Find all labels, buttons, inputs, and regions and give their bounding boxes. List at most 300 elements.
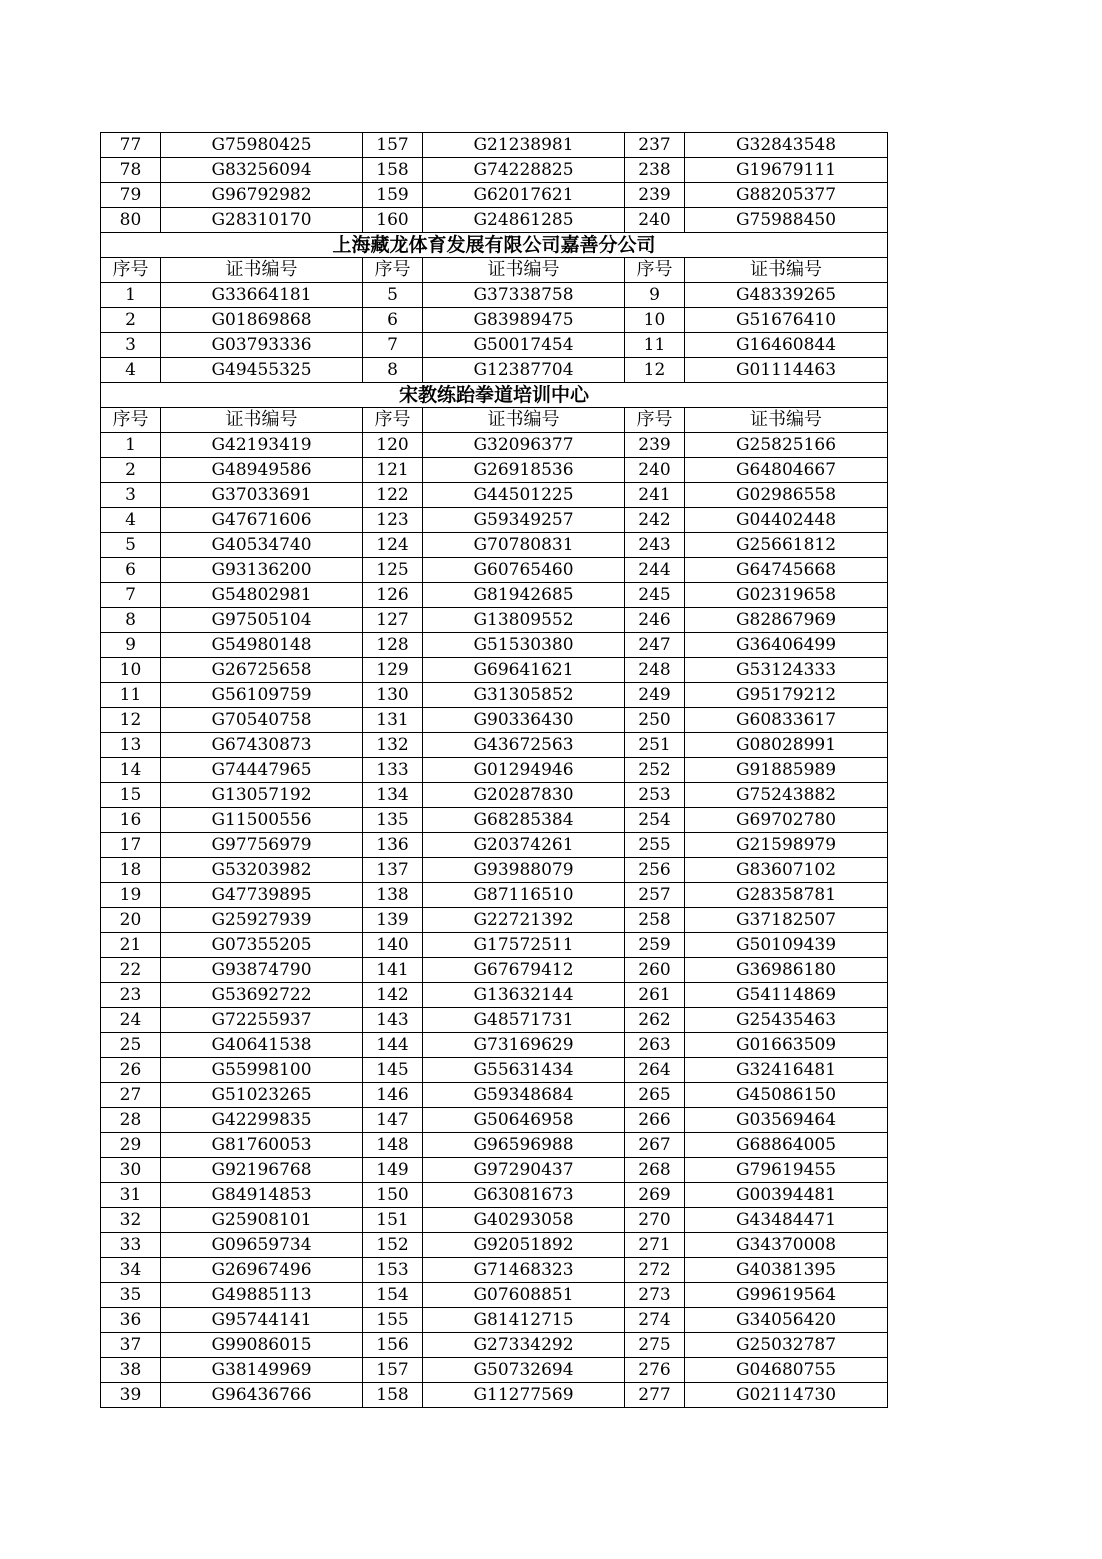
seq-cell: 2 — [101, 458, 161, 483]
header-cert-number: 证书编号 — [685, 408, 888, 433]
cert-cell: G96596988 — [423, 1133, 625, 1158]
cert-cell: G25927939 — [161, 908, 363, 933]
cert-cell: G21238981 — [423, 133, 625, 158]
cert-cell: G95744141 — [161, 1308, 363, 1333]
cert-cell: G28310170 — [161, 208, 363, 233]
table-row — [101, 508, 888, 533]
cert-cell: G70540758 — [161, 708, 363, 733]
seq-cell: 14 — [101, 758, 161, 783]
table-row — [101, 858, 888, 883]
seq-cell: 15 — [101, 783, 161, 808]
cert-cell: G87116510 — [423, 883, 625, 908]
seq-cell: 138 — [363, 883, 423, 908]
table-row — [101, 158, 888, 183]
section-title: 宋教练跆拳道培训中心 — [101, 383, 888, 408]
cert-cell: G60765460 — [423, 558, 625, 583]
seq-cell: 157 — [363, 1358, 423, 1383]
seq-cell: 12 — [625, 358, 685, 383]
seq-cell: 251 — [625, 733, 685, 758]
cert-cell: G74228825 — [423, 158, 625, 183]
table-row — [101, 583, 888, 608]
cert-cell: G02986558 — [685, 483, 888, 508]
seq-cell: 32 — [101, 1208, 161, 1233]
seq-cell: 270 — [625, 1208, 685, 1233]
table-row — [101, 483, 888, 508]
cert-cell: G01663509 — [685, 1033, 888, 1058]
cert-cell: G90336430 — [423, 708, 625, 733]
seq-cell: 127 — [363, 608, 423, 633]
cert-cell: G81760053 — [161, 1133, 363, 1158]
cert-cell: G16460844 — [685, 333, 888, 358]
cert-cell: G95179212 — [685, 683, 888, 708]
seq-cell: 158 — [363, 1383, 423, 1408]
seq-cell: 27 — [101, 1083, 161, 1108]
seq-cell: 133 — [363, 758, 423, 783]
cert-cell: G01114463 — [685, 358, 888, 383]
table-row — [101, 1233, 888, 1258]
cert-cell: G27334292 — [423, 1333, 625, 1358]
cert-cell: G51530380 — [423, 633, 625, 658]
cert-cell: G63081673 — [423, 1183, 625, 1208]
seq-cell: 120 — [363, 433, 423, 458]
table-row — [101, 283, 888, 308]
cert-cell: G40534740 — [161, 533, 363, 558]
header-seq: 序号 — [363, 408, 423, 433]
cert-cell: G50109439 — [685, 933, 888, 958]
seq-cell: 238 — [625, 158, 685, 183]
cert-cell: G55631434 — [423, 1058, 625, 1083]
seq-cell: 262 — [625, 1008, 685, 1033]
table-row — [101, 733, 888, 758]
cert-cell: G70780831 — [423, 533, 625, 558]
table-row — [101, 533, 888, 558]
cert-cell: G01294946 — [423, 758, 625, 783]
seq-cell: 29 — [101, 1133, 161, 1158]
cert-cell: G47739895 — [161, 883, 363, 908]
seq-cell: 157 — [363, 133, 423, 158]
cert-cell: G07608851 — [423, 1283, 625, 1308]
cert-cell: G24861285 — [423, 208, 625, 233]
table-row — [101, 808, 888, 833]
cert-cell: G64804667 — [685, 458, 888, 483]
table-row — [101, 833, 888, 858]
seq-cell: 159 — [363, 183, 423, 208]
table-row — [101, 1358, 888, 1383]
cert-cell: G02114730 — [685, 1383, 888, 1408]
table-row — [101, 358, 888, 383]
cert-cell: G20287830 — [423, 783, 625, 808]
table-row — [101, 908, 888, 933]
table-row — [101, 658, 888, 683]
cert-cell: G11277569 — [423, 1383, 625, 1408]
seq-cell: 150 — [363, 1183, 423, 1208]
seq-cell: 38 — [101, 1358, 161, 1383]
header-row — [101, 258, 888, 283]
seq-cell: 274 — [625, 1308, 685, 1333]
cert-cell: G45086150 — [685, 1083, 888, 1108]
table-row — [101, 1333, 888, 1358]
seq-cell: 126 — [363, 583, 423, 608]
cert-cell: G59349257 — [423, 508, 625, 533]
seq-cell: 19 — [101, 883, 161, 908]
seq-cell: 154 — [363, 1283, 423, 1308]
table-row — [101, 458, 888, 483]
cert-cell: G44501225 — [423, 483, 625, 508]
seq-cell: 34 — [101, 1258, 161, 1283]
table-row — [101, 308, 888, 333]
cert-cell: G92196768 — [161, 1158, 363, 1183]
seq-cell: 257 — [625, 883, 685, 908]
cert-cell: G51676410 — [685, 308, 888, 333]
table-row — [101, 1283, 888, 1308]
cert-cell: G13632144 — [423, 983, 625, 1008]
seq-cell: 2 — [101, 308, 161, 333]
cert-cell: G32843548 — [685, 133, 888, 158]
seq-cell: 254 — [625, 808, 685, 833]
seq-cell: 261 — [625, 983, 685, 1008]
seq-cell: 277 — [625, 1383, 685, 1408]
cert-cell: G75980425 — [161, 133, 363, 158]
cert-cell: G21598979 — [685, 833, 888, 858]
seq-cell: 276 — [625, 1358, 685, 1383]
seq-cell: 145 — [363, 1058, 423, 1083]
cert-cell: G67430873 — [161, 733, 363, 758]
seq-cell: 9 — [625, 283, 685, 308]
table-row — [101, 1008, 888, 1033]
seq-cell: 18 — [101, 858, 161, 883]
cert-cell: G09659734 — [161, 1233, 363, 1258]
cert-cell: G37033691 — [161, 483, 363, 508]
seq-cell: 256 — [625, 858, 685, 883]
header-cert-number: 证书编号 — [161, 408, 363, 433]
cert-cell: G68285384 — [423, 808, 625, 833]
cert-cell: G42299835 — [161, 1108, 363, 1133]
cert-cell: G34056420 — [685, 1308, 888, 1333]
cert-cell: G88205377 — [685, 183, 888, 208]
cert-cell: G13057192 — [161, 783, 363, 808]
seq-cell: 131 — [363, 708, 423, 733]
cert-cell: G64745668 — [685, 558, 888, 583]
seq-cell: 269 — [625, 1183, 685, 1208]
cert-cell: G26918536 — [423, 458, 625, 483]
seq-cell: 39 — [101, 1383, 161, 1408]
seq-cell: 272 — [625, 1258, 685, 1283]
seq-cell: 7 — [101, 583, 161, 608]
cert-cell: G42193419 — [161, 433, 363, 458]
seq-cell: 1 — [101, 433, 161, 458]
cert-cell: G40381395 — [685, 1258, 888, 1283]
seq-cell: 146 — [363, 1083, 423, 1108]
cert-cell: G54802981 — [161, 583, 363, 608]
seq-cell: 275 — [625, 1333, 685, 1358]
cert-cell: G01869868 — [161, 308, 363, 333]
seq-cell: 6 — [363, 308, 423, 333]
cert-cell: G93136200 — [161, 558, 363, 583]
seq-cell: 13 — [101, 733, 161, 758]
table-row — [101, 1183, 888, 1208]
seq-cell: 255 — [625, 833, 685, 858]
seq-cell: 5 — [363, 283, 423, 308]
seq-cell: 158 — [363, 158, 423, 183]
table-row — [101, 608, 888, 633]
seq-cell: 246 — [625, 608, 685, 633]
cert-cell: G40293058 — [423, 1208, 625, 1233]
seq-cell: 122 — [363, 483, 423, 508]
seq-cell: 79 — [101, 183, 161, 208]
cert-cell: G26967496 — [161, 1258, 363, 1283]
seq-cell: 249 — [625, 683, 685, 708]
seq-cell: 21 — [101, 933, 161, 958]
cert-cell: G17572511 — [423, 933, 625, 958]
seq-cell: 20 — [101, 908, 161, 933]
table-row — [101, 958, 888, 983]
seq-cell: 152 — [363, 1233, 423, 1258]
cert-cell: G08028991 — [685, 733, 888, 758]
seq-cell: 80 — [101, 208, 161, 233]
seq-cell: 24 — [101, 1008, 161, 1033]
cert-cell: G96792982 — [161, 183, 363, 208]
seq-cell: 128 — [363, 633, 423, 658]
cert-cell: G11500556 — [161, 808, 363, 833]
cert-cell: G33664181 — [161, 283, 363, 308]
seq-cell: 5 — [101, 533, 161, 558]
seq-cell: 245 — [625, 583, 685, 608]
cert-cell: G25661812 — [685, 533, 888, 558]
cert-cell: G32096377 — [423, 433, 625, 458]
cert-cell: G25825166 — [685, 433, 888, 458]
table-row — [101, 433, 888, 458]
seq-cell: 260 — [625, 958, 685, 983]
seq-cell: 139 — [363, 908, 423, 933]
seq-cell: 130 — [363, 683, 423, 708]
table-row — [101, 1383, 888, 1408]
seq-cell: 273 — [625, 1283, 685, 1308]
seq-cell: 9 — [101, 633, 161, 658]
cert-cell: G51023265 — [161, 1083, 363, 1108]
seq-cell: 156 — [363, 1333, 423, 1358]
cert-cell: G69702780 — [685, 808, 888, 833]
cert-cell: G26725658 — [161, 658, 363, 683]
header-seq: 序号 — [101, 408, 161, 433]
seq-cell: 124 — [363, 533, 423, 558]
table-row — [101, 1158, 888, 1183]
seq-cell: 36 — [101, 1308, 161, 1333]
table-row — [101, 333, 888, 358]
cert-cell: G73169629 — [423, 1033, 625, 1058]
cert-cell: G93988079 — [423, 858, 625, 883]
seq-cell: 252 — [625, 758, 685, 783]
header-cert-number: 证书编号 — [423, 408, 625, 433]
table-row — [101, 1133, 888, 1158]
cert-cell: G99619564 — [685, 1283, 888, 1308]
seq-cell: 137 — [363, 858, 423, 883]
cert-cell: G72255937 — [161, 1008, 363, 1033]
cert-cell: G55998100 — [161, 1058, 363, 1083]
table-row — [101, 183, 888, 208]
seq-cell: 1 — [101, 283, 161, 308]
seq-cell: 78 — [101, 158, 161, 183]
seq-cell: 23 — [101, 983, 161, 1008]
cert-cell: G19679111 — [685, 158, 888, 183]
header-seq: 序号 — [101, 258, 161, 283]
cert-cell: G67679412 — [423, 958, 625, 983]
table-row — [101, 758, 888, 783]
seq-cell: 123 — [363, 508, 423, 533]
cert-cell: G04402448 — [685, 508, 888, 533]
seq-cell: 10 — [625, 308, 685, 333]
cert-cell: G49885113 — [161, 1283, 363, 1308]
cert-cell: G59348684 — [423, 1083, 625, 1108]
cert-cell: G82867969 — [685, 608, 888, 633]
seq-cell: 129 — [363, 658, 423, 683]
seq-cell: 248 — [625, 658, 685, 683]
cert-cell: G74447965 — [161, 758, 363, 783]
seq-cell: 7 — [363, 333, 423, 358]
cert-cell: G83989475 — [423, 308, 625, 333]
table-row — [101, 633, 888, 658]
cert-cell: G50646958 — [423, 1108, 625, 1133]
seq-cell: 136 — [363, 833, 423, 858]
cert-cell: G83256094 — [161, 158, 363, 183]
table-row — [101, 1308, 888, 1333]
certificate-table — [100, 132, 888, 1408]
cert-cell: G53203982 — [161, 858, 363, 883]
cert-cell: G02319658 — [685, 583, 888, 608]
header-row — [101, 408, 888, 433]
cert-cell: G97756979 — [161, 833, 363, 858]
cert-cell: G62017621 — [423, 183, 625, 208]
seq-cell: 141 — [363, 958, 423, 983]
seq-cell: 240 — [625, 208, 685, 233]
seq-cell: 11 — [625, 333, 685, 358]
seq-cell: 263 — [625, 1033, 685, 1058]
cert-cell: G75988450 — [685, 208, 888, 233]
cert-cell: G83607102 — [685, 858, 888, 883]
seq-cell: 140 — [363, 933, 423, 958]
seq-cell: 125 — [363, 558, 423, 583]
seq-cell: 148 — [363, 1133, 423, 1158]
seq-cell: 26 — [101, 1058, 161, 1083]
seq-cell: 268 — [625, 1158, 685, 1183]
cert-cell: G48339265 — [685, 283, 888, 308]
seq-cell: 31 — [101, 1183, 161, 1208]
seq-cell: 242 — [625, 508, 685, 533]
table-row — [101, 1033, 888, 1058]
seq-cell: 267 — [625, 1133, 685, 1158]
cert-cell: G40641538 — [161, 1033, 363, 1058]
seq-cell: 253 — [625, 783, 685, 808]
seq-cell: 243 — [625, 533, 685, 558]
cert-cell: G20374261 — [423, 833, 625, 858]
seq-cell: 16 — [101, 808, 161, 833]
seq-cell: 240 — [625, 458, 685, 483]
seq-cell: 153 — [363, 1258, 423, 1283]
seq-cell: 149 — [363, 1158, 423, 1183]
table-row — [101, 558, 888, 583]
cert-cell: G31305852 — [423, 683, 625, 708]
seq-cell: 160 — [363, 208, 423, 233]
seq-cell: 239 — [625, 183, 685, 208]
header-cert-number: 证书编号 — [685, 258, 888, 283]
header-cert-number: 证书编号 — [423, 258, 625, 283]
cert-cell: G03793336 — [161, 333, 363, 358]
seq-cell: 144 — [363, 1033, 423, 1058]
table-row — [101, 1058, 888, 1083]
seq-cell: 25 — [101, 1033, 161, 1058]
cert-cell: G04680755 — [685, 1358, 888, 1383]
cert-cell: G43484471 — [685, 1208, 888, 1233]
seq-cell: 8 — [101, 608, 161, 633]
seq-cell: 35 — [101, 1283, 161, 1308]
header-seq: 序号 — [625, 258, 685, 283]
seq-cell: 77 — [101, 133, 161, 158]
seq-cell: 3 — [101, 483, 161, 508]
seq-cell: 33 — [101, 1233, 161, 1258]
cert-cell: G50017454 — [423, 333, 625, 358]
cert-cell: G25032787 — [685, 1333, 888, 1358]
cert-cell: G38149969 — [161, 1358, 363, 1383]
cert-cell: G54980148 — [161, 633, 363, 658]
seq-cell: 8 — [363, 358, 423, 383]
cert-cell: G49455325 — [161, 358, 363, 383]
cert-cell: G48571731 — [423, 1008, 625, 1033]
seq-cell: 4 — [101, 508, 161, 533]
table-row — [101, 708, 888, 733]
seq-cell: 258 — [625, 908, 685, 933]
cert-cell: G75243882 — [685, 783, 888, 808]
table-row — [101, 783, 888, 808]
cert-cell: G56109759 — [161, 683, 363, 708]
seq-cell: 17 — [101, 833, 161, 858]
seq-cell: 147 — [363, 1108, 423, 1133]
cert-cell: G68864005 — [685, 1133, 888, 1158]
cert-cell: G91885989 — [685, 758, 888, 783]
cert-cell: G07355205 — [161, 933, 363, 958]
seq-cell: 6 — [101, 558, 161, 583]
seq-cell: 11 — [101, 683, 161, 708]
seq-cell: 37 — [101, 1333, 161, 1358]
seq-cell: 250 — [625, 708, 685, 733]
header-seq: 序号 — [625, 408, 685, 433]
seq-cell: 239 — [625, 433, 685, 458]
seq-cell: 244 — [625, 558, 685, 583]
cert-cell: G81942685 — [423, 583, 625, 608]
cert-cell: G00394481 — [685, 1183, 888, 1208]
table-row — [101, 1258, 888, 1283]
cert-cell: G47671606 — [161, 508, 363, 533]
cert-cell: G79619455 — [685, 1158, 888, 1183]
table-row — [101, 683, 888, 708]
cert-cell: G53124333 — [685, 658, 888, 683]
seq-cell: 241 — [625, 483, 685, 508]
cert-cell: G71468323 — [423, 1258, 625, 1283]
cert-cell: G84914853 — [161, 1183, 363, 1208]
cert-cell: G99086015 — [161, 1333, 363, 1358]
seq-cell: 247 — [625, 633, 685, 658]
cert-cell: G03569464 — [685, 1108, 888, 1133]
cert-cell: G34370008 — [685, 1233, 888, 1258]
cert-cell: G93874790 — [161, 958, 363, 983]
cert-cell: G81412715 — [423, 1308, 625, 1333]
seq-cell: 151 — [363, 1208, 423, 1233]
seq-cell: 10 — [101, 658, 161, 683]
cert-cell: G28358781 — [685, 883, 888, 908]
cert-cell: G32416481 — [685, 1058, 888, 1083]
cert-cell: G48949586 — [161, 458, 363, 483]
seq-cell: 4 — [101, 358, 161, 383]
cert-cell: G50732694 — [423, 1358, 625, 1383]
cert-cell: G97290437 — [423, 1158, 625, 1183]
